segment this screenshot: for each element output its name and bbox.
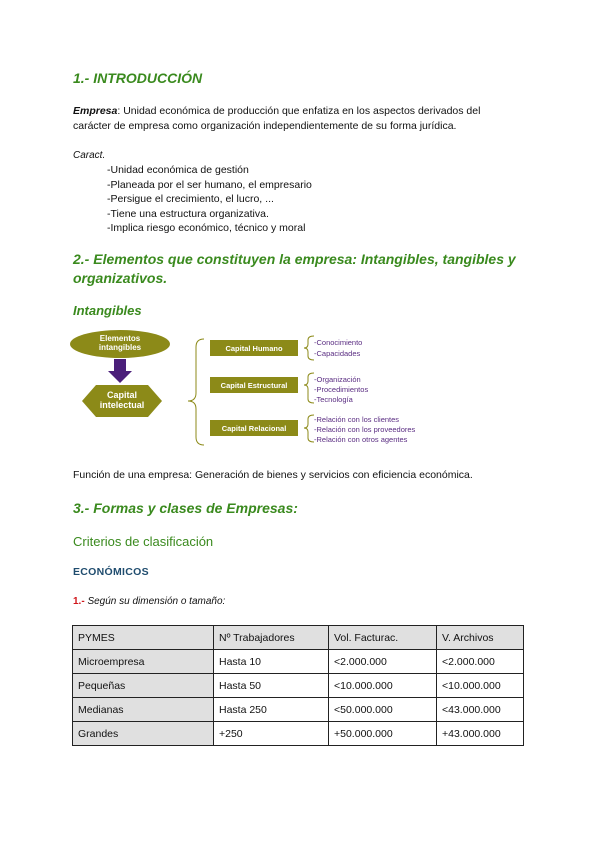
list-item: -Tiene una estructura organizativa.	[107, 207, 269, 220]
humano-bracket	[304, 336, 314, 360]
point-number: 1.-	[73, 596, 85, 607]
table-cell: <10.000.000	[437, 674, 524, 698]
table-cell: +250	[214, 722, 329, 746]
diagram-item: -Organización	[314, 375, 361, 384]
section2-title-line2: organizativos.	[73, 270, 168, 286]
table-header-cell: V. Archivos	[437, 626, 524, 650]
diagram-item: -Relación con otros agentes	[314, 435, 408, 444]
table-cell: Microempresa	[73, 650, 214, 674]
definition-term: Empresa	[73, 105, 118, 117]
diagram-item: -Relación con los proveedores	[314, 425, 416, 434]
table-cell: Hasta 50	[214, 674, 329, 698]
diagram-item: -Relación con los clientes	[314, 415, 400, 424]
table-header-row	[73, 626, 524, 650]
diagram-item: -Conocimiento	[314, 338, 363, 347]
diagram-item: -Procedimientos	[314, 385, 369, 394]
table-cell: +50.000.000	[329, 722, 437, 746]
capital-humano-label: Capital Humano	[225, 344, 283, 353]
criteria-heading: Criterios de clasificación	[73, 534, 214, 549]
table-cell: Hasta 250	[214, 698, 329, 722]
main-node-line1: Capital	[106, 390, 138, 400]
table-cell: Grandes	[73, 722, 214, 746]
main-node-line2: intelectual	[99, 400, 145, 410]
list-item: -Planeada por el ser humano, el empresario	[107, 178, 312, 191]
table-cell: <2.000.000	[329, 650, 437, 674]
section3-title: 3.- Formas y clases de Empresas:	[73, 500, 298, 516]
relacional-bracket	[304, 415, 314, 442]
size-criterion	[73, 596, 225, 607]
caract-label: Caract.	[73, 150, 106, 161]
diagram-item: -Tecnología	[314, 395, 353, 404]
intangibles-subtitle: Intangibles	[73, 303, 142, 318]
empresa-definition	[73, 104, 513, 134]
top-node-line2: intangibles	[98, 343, 142, 352]
section1-title: 1.- INTRODUCCIÓN	[73, 70, 203, 86]
table-cell: <43.000.000	[437, 698, 524, 722]
point-text: Según su dimensión o tamaño:	[84, 596, 226, 607]
section2-title-line1: 2.- Elementos que constituyen la empresa: Intangibles, tangibles y	[73, 251, 516, 267]
function-text: Función de una empresa: Generación de bienes y servicios con eficiencia económica.	[73, 469, 473, 481]
table-row	[73, 674, 524, 698]
table-row	[73, 650, 524, 674]
top-node-line1: Elementos	[99, 334, 141, 343]
section2-title	[73, 250, 516, 288]
table-header-cell: Vol. Facturac.	[329, 626, 437, 650]
table-cell: +43.000.000	[437, 722, 524, 746]
economic-heading: ECONÓMICOS	[73, 566, 149, 578]
table-header-cell: Nº Trabajadores	[214, 626, 329, 650]
table-cell: <10.000.000	[329, 674, 437, 698]
table-cell: Pequeñas	[73, 674, 214, 698]
down-arrow-icon	[108, 359, 132, 383]
table-cell: Medianas	[73, 698, 214, 722]
diagram-item: -Capacidades	[314, 349, 361, 358]
capital-relacional-label: Capital Relacional	[221, 424, 287, 433]
table-cell: Hasta 10	[214, 650, 329, 674]
table-header-cell: PYMES	[73, 626, 214, 650]
definition-text: : Unidad económica de producción que enfatiza en los aspectos derivados del carácter de empresa como organización independientemente de su forma jurídica.	[73, 105, 481, 132]
list-item: -Persigue el crecimiento, el lucro, ...	[107, 193, 274, 205]
list-item: -Unidad económica de gestión	[107, 164, 249, 176]
caract-list	[107, 163, 312, 236]
pymes-table	[72, 625, 524, 746]
table-row	[73, 698, 524, 722]
table-cell: <50.000.000	[329, 698, 437, 722]
main-bracket	[188, 339, 204, 445]
estructural-bracket	[304, 373, 314, 403]
capital-estructural-label: Capital Estructural	[220, 381, 288, 390]
table-cell: <2.000.000	[437, 650, 524, 674]
intangibles-diagram	[70, 325, 450, 451]
table-row	[73, 722, 524, 746]
list-item: -Implica riesgo económico, técnico y moral	[107, 222, 306, 234]
